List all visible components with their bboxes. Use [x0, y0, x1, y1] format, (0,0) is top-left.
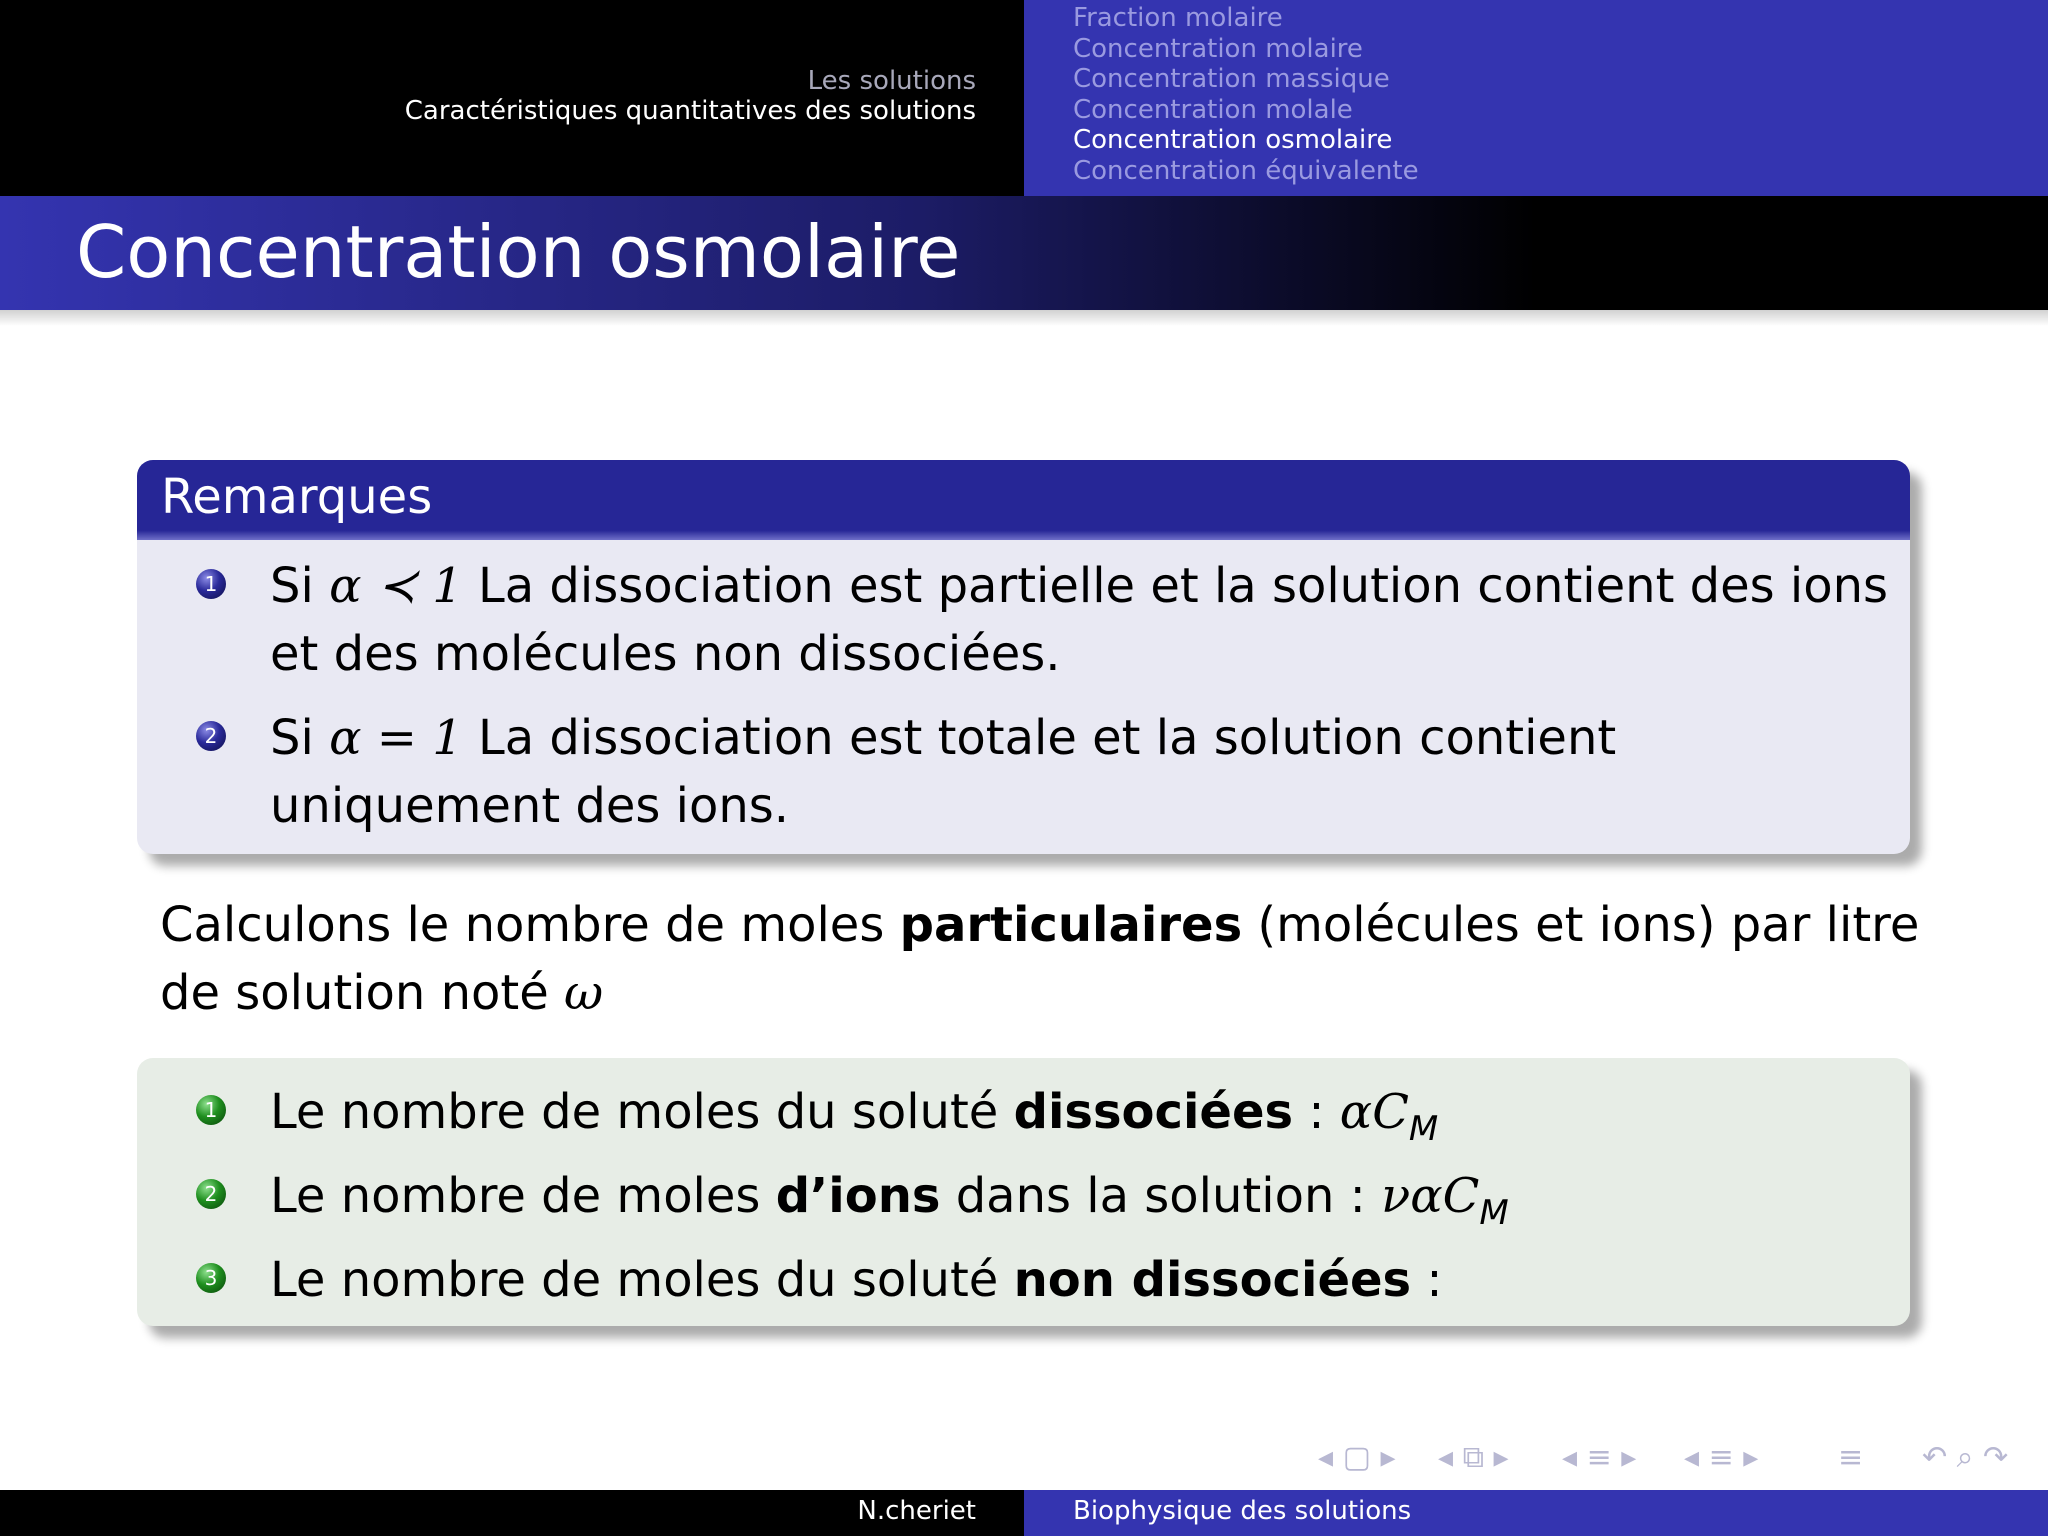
nav-frame-icon[interactable]: ◂ ▢ ▸ — [1318, 1440, 1396, 1475]
toc-item-concentration-equivalente[interactable]: Concentration équivalente — [1073, 155, 1419, 186]
example-item-pre: Le nombre de moles du soluté — [270, 1252, 1014, 1308]
enum-ball-icon: 3 — [196, 1263, 226, 1293]
enum-ball-icon: 1 — [196, 1095, 226, 1125]
remark-item-text — [270, 704, 1616, 840]
remark-block-header — [137, 460, 1910, 540]
example-item-pre: Le nombre de moles du soluté — [270, 1084, 1014, 1140]
toc-item-concentration-molale[interactable]: Concentration molale — [1073, 94, 1353, 125]
toc-item-concentration-molaire[interactable]: Concentration molaire — [1073, 33, 1363, 64]
example-item-pre: Le nombre de moles — [270, 1168, 776, 1224]
remark-item-math: α = 1 — [329, 710, 463, 766]
header-subsection-title[interactable]: Caractéristiques quantitatives des solutions — [404, 96, 976, 126]
header-left-panel — [0, 0, 1024, 196]
paragraph-line2: de solution noté — [160, 965, 564, 1021]
remark-item-line2: et des molécules non dissociées. — [270, 626, 1061, 682]
remark-item-prefix: Si — [270, 710, 330, 766]
toc-item-concentration-massique[interactable]: Concentration massique — [1073, 64, 1390, 94]
example-item-bold: non dissociées — [1013, 1252, 1412, 1308]
header-section-title[interactable]: Les solutions — [807, 66, 976, 96]
example-item-text — [270, 1246, 1443, 1314]
example-block — [137, 1058, 1910, 1326]
paragraph-omega-symbol: ω — [564, 965, 604, 1021]
example-item-text — [270, 1078, 1438, 1151]
footer-title: Biophysique des solutions — [1073, 1496, 1412, 1526]
remark-block — [137, 460, 1910, 854]
example-item-post: : — [1411, 1252, 1443, 1308]
paragraph-part1: Calculons le nombre de moles — [160, 897, 900, 953]
remark-item-line1: La dissociation est totale et la solution contient — [462, 710, 1617, 766]
footer-author: N.cheriet — [857, 1496, 976, 1526]
remark-item-line2: uniquement des ions. — [270, 778, 790, 834]
enum-ball-icon: 2 — [196, 1179, 226, 1209]
example-item-subscript: M — [1408, 1109, 1439, 1149]
remark-item-line1: La dissociation est partielle et la solution contient des ions — [462, 558, 1889, 614]
footer-right-panel — [1024, 1490, 2048, 1536]
enum-ball-icon: 2 — [196, 721, 226, 751]
body-paragraph — [160, 891, 1919, 1027]
nav-section-alt-icon[interactable]: ◂ ≡ ▸ — [1684, 1440, 1759, 1475]
example-item-text — [270, 1162, 1509, 1235]
nav-outline-icon[interactable]: ≡ — [1838, 1440, 1864, 1475]
remark-item-text — [270, 552, 1888, 688]
frame-title: Concentration osmolaire — [76, 210, 961, 294]
footer-left-panel — [0, 1490, 1024, 1536]
header-right-panel — [1024, 0, 2048, 196]
example-item-post: : — [1293, 1084, 1340, 1140]
frame-title-shadow — [0, 310, 2048, 326]
paragraph-part2: (molécules et ions) par litre — [1242, 897, 1920, 953]
remark-item-math: α ≺ 1 — [329, 558, 463, 614]
nav-search-icon[interactable]: ↶ ⌕ ↷ — [1922, 1440, 2009, 1475]
example-item-bold: dissociées — [1013, 1084, 1294, 1140]
remark-item-prefix: Si — [270, 558, 330, 614]
example-item-math: αC — [1339, 1084, 1409, 1140]
nav-section-icon[interactable]: ◂ ≡ ▸ — [1562, 1440, 1637, 1475]
example-item-subscript: M — [1479, 1193, 1509, 1233]
example-item-math: ναC — [1381, 1168, 1480, 1224]
example-item-post: dans la solution : — [940, 1168, 1382, 1224]
toc-item-fraction-molaire[interactable]: Fraction molaire — [1073, 3, 1283, 33]
example-item-bold: d’ions — [775, 1168, 941, 1224]
remark-block-title: Remarques — [161, 469, 433, 525]
paragraph-bold: particulaires — [899, 897, 1243, 953]
nav-subsection-icon[interactable]: ◂ ⧉ ▸ — [1438, 1440, 1509, 1475]
toc-item-concentration-osmolaire[interactable]: Concentration osmolaire — [1073, 125, 1393, 155]
enum-ball-icon: 1 — [196, 569, 226, 599]
header-toc — [1073, 3, 1419, 186]
